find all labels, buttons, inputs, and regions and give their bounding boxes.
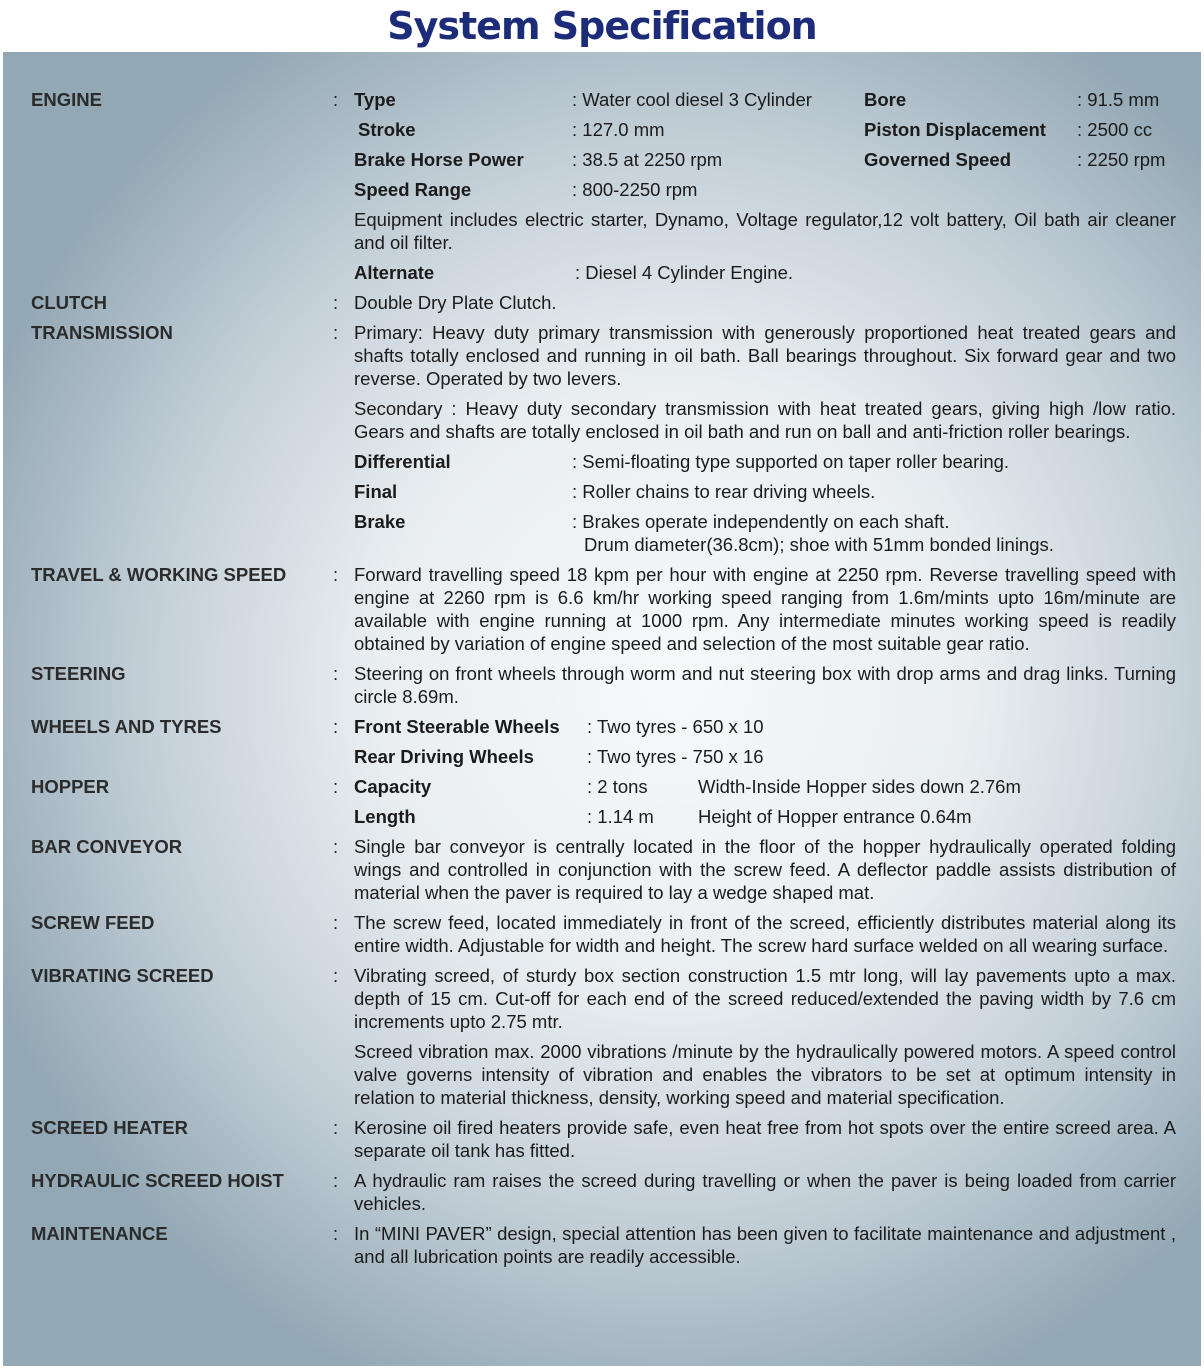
spec-pair-row (354, 480, 1176, 503)
spec-key: Rear Driving Wheels (354, 746, 534, 767)
spec-colon: : (333, 89, 339, 110)
spec-value: : Diesel 4 Cylinder Engine. (575, 262, 793, 283)
spec-value: : Water cool diesel 3 Cylinder (572, 89, 812, 110)
spec-label: ENGINE (31, 89, 102, 110)
spec-colon: : (333, 1117, 339, 1138)
spec-row-maintenance (3, 1222, 1201, 1268)
spec-label: HYDRAULIC SCREED HOIST (31, 1170, 284, 1191)
spec-label: MAINTENANCE (31, 1223, 168, 1244)
spec-colon: : (333, 776, 339, 797)
spec-row-vibrating-screed (3, 964, 1201, 1109)
spec-content (354, 964, 1176, 1109)
spec-content (354, 775, 1176, 828)
spec-colon: : (333, 912, 339, 933)
spec-content (354, 662, 1176, 708)
spec-value: : Semi-floating type supported on taper roller bearing. (572, 451, 1010, 472)
spec-colon: : (333, 564, 339, 585)
spec-row-engine (3, 88, 1201, 284)
spec-paragraph: Kerosine oil fired heaters provide safe, even heat free from hot spots over the entire screed area. A separate oil tank has fitted. (354, 1117, 1176, 1161)
spec-key: Final (354, 481, 398, 502)
spec-key: Brake Horse Power (354, 149, 524, 170)
spec-colon: : (333, 716, 339, 737)
spec-label: TRAVEL & WORKING SPEED (31, 564, 287, 585)
spec-value: : 2250 rpm (1077, 149, 1166, 170)
spec-row-hopper (3, 775, 1201, 828)
spec-content (354, 715, 1176, 768)
spec-row-travel (3, 563, 1201, 655)
spec-content (354, 1116, 1176, 1162)
spec-row-bar-conveyor (3, 835, 1201, 904)
spec-key: Capacity (354, 776, 432, 797)
page-title: System Specification (387, 4, 817, 48)
spec-colon: : (333, 322, 339, 343)
spec-label: HOPPER (31, 776, 110, 797)
spec-content (354, 321, 1176, 556)
spec-pair-row (354, 148, 1176, 171)
spec-label: STEERING (31, 663, 126, 684)
spec-key: Speed Range (354, 179, 472, 200)
spec-value: Height of Hopper entrance 0.64m (698, 806, 972, 827)
spec-value: : 1.14 m (587, 806, 654, 827)
spec-key: Stroke (358, 119, 416, 140)
spec-label: SCREW FEED (31, 912, 155, 933)
spec-row-wheels (3, 715, 1201, 768)
spec-colon: : (333, 1223, 339, 1244)
spec-content (354, 563, 1176, 655)
spec-value: : 38.5 at 2250 rpm (572, 149, 723, 170)
spec-key: Brake (354, 511, 406, 532)
spec-pair-row (354, 745, 1176, 768)
spec-value: : 91.5 mm (1077, 89, 1160, 110)
spec-panel (3, 52, 1201, 1366)
spec-value: : Two tyres - 750 x 16 (587, 746, 764, 767)
spec-paragraph: Double Dry Plate Clutch. (354, 292, 557, 313)
spec-row-transmission (3, 321, 1201, 556)
spec-paragraph: The screw feed, located immediately in front of the screed, efficiently distributes material along its entire width. Adjustable for width and height. The screw hard surface welded on all wearing surface. (354, 912, 1176, 956)
spec-paragraph: Screed vibration max. 2000 vibrations /minute by the hydraulically powered motors. A speed control valve governs intensity of vibration and enables the vibrators to be set at optimum intensity in relation to material thickness, density, working speed and material specification. (354, 1041, 1176, 1108)
spec-value: Width-Inside Hopper sides down 2.76m (698, 776, 1021, 797)
spec-key: Governed Speed (864, 149, 1012, 170)
spec-key: Type (354, 89, 396, 110)
spec-content (354, 1222, 1176, 1268)
spec-value: : Two tyres - 650 x 10 (587, 716, 764, 737)
spec-colon: : (333, 1170, 339, 1191)
spec-paragraph: A hydraulic ram raises the screed during travelling or when the paver is being loaded from carrier vehicles. (354, 1170, 1176, 1214)
spec-colon: : (333, 965, 339, 986)
spec-colon: : (333, 836, 339, 857)
spec-key: Front Steerable Wheels (354, 716, 560, 737)
spec-paragraph: Primary: Heavy duty primary transmission with generously proportioned heat treated gears and shafts totally enclosed and running in oil bath. Ball bearings throughout. Six forward gear and two reverse. Operated by two levers. (354, 322, 1176, 389)
spec-paragraph: Single bar conveyor is centrally located in the floor of the hopper hydraulically operated folding wings and controlled in conjunction with the screw feed. A deflector paddle assists distribution of material when the paver is required to lay a wedge shaped mat. (354, 836, 1176, 903)
spec-key: Bore (864, 89, 907, 110)
spec-row-steering (3, 662, 1201, 708)
spec-paragraph: Steering on front wheels through worm and nut steering box with drop arms and drag links. Turning circle 8.69m. (354, 663, 1176, 707)
page-header (0, 0, 1204, 52)
spec-paragraph: Secondary : Heavy duty secondary transmission with heat treated gears, giving high /low ratio. Gears and shafts are totally enclosed in oil bath and run on ball and anti-friction roller bearings. (354, 398, 1176, 442)
spec-value: : 2500 cc (1077, 119, 1153, 140)
spec-pair-row (354, 118, 1176, 141)
spec-key: Differential (354, 451, 451, 472)
spec-value: : Brakes operate independently on each shaft. (572, 511, 950, 532)
spec-label: TRANSMISSION (31, 322, 173, 343)
spec-label: BAR CONVEYOR (31, 836, 183, 857)
spec-colon: : (333, 663, 339, 684)
spec-paragraph: Vibrating screed, of sturdy box section construction 1.5 mtr long, will lay pavements upto a max. depth of 15 cm. Cut-off for each end of the screed reduced/extended the paving width by 7.6 cm increments upto 2.75 mtr. (354, 965, 1176, 1032)
spec-row-screw-feed (3, 911, 1201, 957)
spec-pair-row (354, 261, 1176, 284)
spec-value: Drum diameter(36.8cm); shoe with 51mm bonded linings. (584, 534, 1054, 555)
spec-row-hydraulic-hoist (3, 1169, 1201, 1215)
spec-value: : 2 tons (587, 776, 648, 797)
spec-key: Length (354, 806, 416, 827)
spec-content (354, 835, 1176, 904)
spec-value: : 127.0 mm (572, 119, 665, 140)
spec-content (354, 1169, 1176, 1215)
spec-label: SCREED HEATER (31, 1117, 188, 1138)
spec-pair-row (354, 533, 1176, 556)
spec-content (354, 88, 1176, 284)
spec-label: CLUTCH (31, 292, 108, 313)
spec-key: Alternate (354, 262, 435, 283)
spec-paragraph: Equipment includes electric starter, Dynamo, Voltage regulator,12 volt battery, Oil bath air cleaner and oil filter. (354, 209, 1176, 253)
spec-list (3, 88, 1201, 1275)
spec-key: Piston Displacement (864, 119, 1046, 140)
spec-pair-row (354, 178, 1176, 201)
spec-pair-row (354, 510, 1176, 533)
spec-key-spacer (354, 533, 572, 556)
spec-pair-row (354, 715, 1176, 738)
spec-content (354, 911, 1176, 957)
spec-label: VIBRATING SCREED (31, 965, 214, 986)
spec-label: WHEELS AND TYRES (31, 716, 222, 737)
spec-pair-row (354, 805, 1176, 828)
spec-row-screed-heater (3, 1116, 1201, 1162)
spec-paragraph: In “MINI PAVER” design, special attention has been given to facilitate maintenance and adjustment , and all lubrication points are readily accessible. (354, 1223, 1176, 1267)
spec-row-clutch (3, 291, 1201, 314)
spec-colon: : (333, 292, 339, 313)
spec-paragraph: Forward travelling speed 18 kpm per hour with engine at 2250 rpm. Reverse travelling speed with engine at 2260 rpm is 6.6 km/hr working speed ranging from 1.6m/mints upto 16m/minute are available with engine running at 1000 rpm. Any intermediate minutes working speed is readily obtained by variation of engine speed and selection of the most suitable gear ratio. (354, 564, 1176, 654)
spec-pair-row (354, 450, 1176, 473)
spec-value: : Roller chains to rear driving wheels. (572, 481, 876, 502)
spec-pair-row (354, 775, 1176, 798)
spec-value: : 800-2250 rpm (572, 179, 698, 200)
spec-pair-row (354, 88, 1176, 111)
spec-content (354, 291, 1176, 314)
